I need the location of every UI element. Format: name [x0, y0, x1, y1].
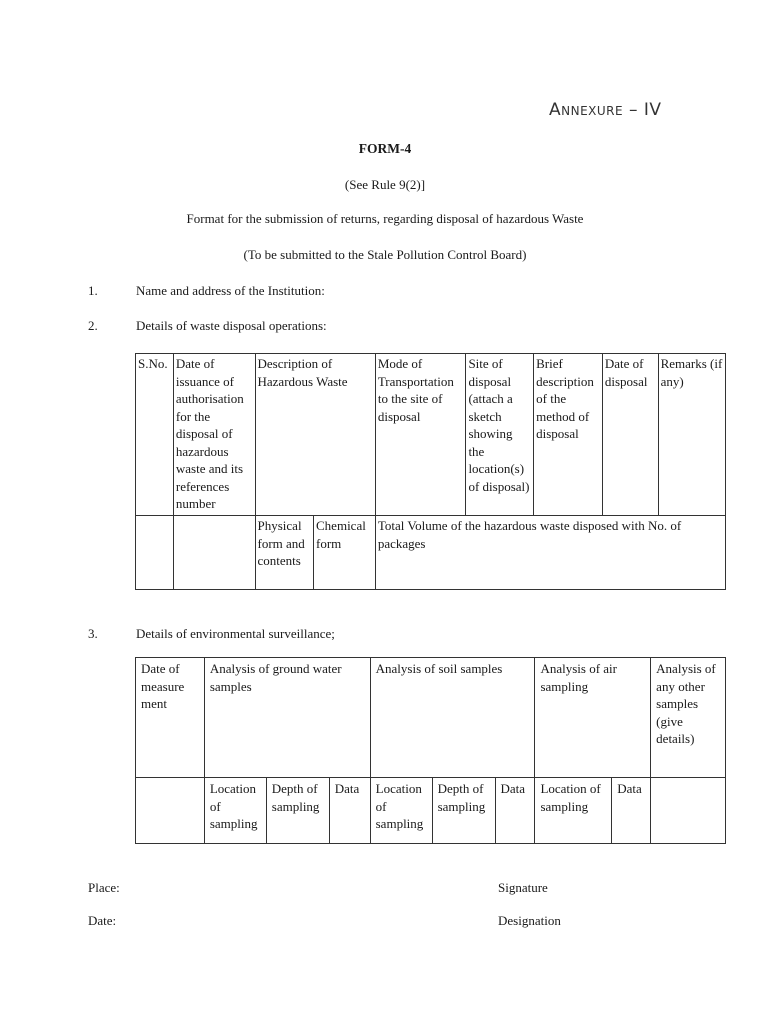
table-header: Date of disposal [602, 354, 658, 516]
table-header: Site of disposal (attach a sketch showing the location(s) of disposal) [466, 354, 534, 516]
table-cell[interactable] [136, 516, 174, 590]
table-cell[interactable] [136, 778, 205, 844]
table-subheader: Location of sampling [535, 778, 612, 844]
place-label: Place: [88, 880, 120, 895]
date-label: Date: [88, 913, 117, 928]
item-number: 2. [88, 318, 98, 333]
rule-reference: (See Rule 9(2)] [344, 177, 426, 192]
table-subheader: Physical form and contents [255, 516, 314, 590]
table-subheader: Depth of sampling [266, 778, 329, 844]
form-title: FORM-4 [358, 141, 412, 156]
table-header: Date of issuance of authorisation for the disposal of hazardous waste and its references number [173, 354, 255, 516]
table-header: Analysis of soil samples [370, 658, 535, 778]
table-cell[interactable] [651, 778, 726, 844]
table-cell[interactable] [173, 516, 255, 590]
surveillance-label: Details of environmental surveillance; [136, 626, 335, 641]
table-header: Mode of Transportation to the site of disposal [375, 354, 466, 516]
environmental-surveillance-table [135, 657, 726, 844]
table-subheader: Data [495, 778, 535, 844]
item-number: 1. [88, 283, 98, 298]
signature-label: Signature [498, 880, 548, 895]
submission-note: (To be submitted to the Stale Pollution Control Board) [243, 247, 527, 262]
table-header: Description of Hazardous Waste [255, 354, 375, 516]
table-subheader: Location of sampling [370, 778, 432, 844]
table-subheader: Total Volume of the hazardous waste disposed with No. of packages [375, 516, 725, 590]
institution-name-label: Name and address of the Institution: [136, 283, 325, 298]
waste-disposal-table [135, 353, 726, 590]
table-subheader: Data [329, 778, 370, 844]
table-header: Remarks (if any) [658, 354, 725, 516]
form-description: Format for the submission of returns, regarding disposal of hazardous Waste [186, 211, 584, 226]
table-subheader: Depth of sampling [432, 778, 495, 844]
table-header: S.No. [136, 354, 174, 516]
waste-disposal-label: Details of waste disposal operations: [136, 318, 327, 333]
table-header: Date of measure ment [136, 658, 205, 778]
designation-label: Designation [498, 913, 561, 928]
table-subheader: Data [612, 778, 651, 844]
table-header: Analysis of air sampling [535, 658, 651, 778]
table-header: Analysis of ground water samples [204, 658, 370, 778]
table-subheader: Location of sampling [204, 778, 266, 844]
annexure-heading: Annexure – IV [549, 100, 662, 120]
item-number: 3. [88, 626, 98, 641]
table-header: Analysis of any other samples (give details) [651, 658, 726, 778]
table-header: Brief description of the method of disposal [534, 354, 603, 516]
table-subheader: Chemical form [314, 516, 376, 590]
